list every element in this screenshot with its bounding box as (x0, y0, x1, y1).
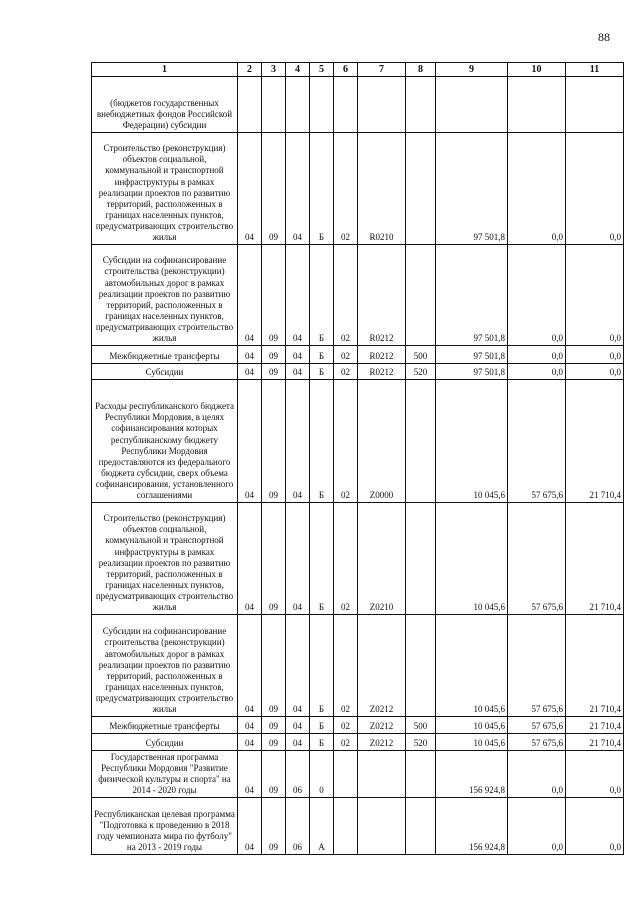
table-row (92, 133, 624, 245)
cell: 0,0 (508, 133, 566, 245)
cell: Z0212 (358, 717, 406, 734)
cell: 0,0 (566, 364, 624, 380)
cell: 156 924,8 (436, 751, 508, 798)
cell: 09 (262, 798, 286, 855)
cell: 09 (262, 346, 286, 364)
column-header: 6 (334, 63, 358, 77)
row-description: Расходы республиканского бюджета Республики Мордовия, в целях софинансирования которых республиканскому бюджету Республики Мордовия предоставляются из федерального бюджета субсидии, сверх объема софинансирования, установленного соглашениями (92, 380, 238, 503)
cell: 09 (262, 133, 286, 245)
cell: 21 710,4 (566, 717, 624, 734)
cell: 02 (334, 717, 358, 734)
cell (436, 77, 508, 133)
table-row (92, 503, 624, 615)
cell: 21 710,4 (566, 734, 624, 751)
row-description: Субсидии (92, 734, 238, 751)
cell: 0,0 (566, 751, 624, 798)
cell: 06 (286, 798, 310, 855)
cell: Б (310, 346, 334, 364)
cell: 09 (262, 380, 286, 503)
cell (406, 751, 436, 798)
cell: 04 (286, 346, 310, 364)
cell: R0212 (358, 245, 406, 346)
cell: 02 (334, 133, 358, 245)
budget-table (91, 62, 624, 855)
cell: 04 (238, 717, 262, 734)
cell: 04 (238, 380, 262, 503)
cell: 156 924,8 (436, 798, 508, 855)
cell: Б (310, 503, 334, 615)
cell: 520 (406, 734, 436, 751)
cell: 04 (286, 245, 310, 346)
cell: R0210 (358, 133, 406, 245)
column-header: 2 (238, 63, 262, 77)
table-row (92, 364, 624, 380)
cell: Б (310, 364, 334, 380)
cell: 09 (262, 245, 286, 346)
cell: 0,0 (508, 751, 566, 798)
table-row (92, 798, 624, 855)
cell (238, 77, 262, 133)
cell: 10 045,6 (436, 717, 508, 734)
cell: 04 (238, 346, 262, 364)
column-header: 1 (92, 63, 238, 77)
table-row (92, 734, 624, 751)
table-row (92, 717, 624, 734)
cell (334, 77, 358, 133)
cell: 0,0 (566, 133, 624, 245)
column-header: 8 (406, 63, 436, 77)
cell: 0,0 (508, 364, 566, 380)
cell: 02 (334, 364, 358, 380)
cell (406, 245, 436, 346)
table-row (92, 77, 624, 133)
cell: 0 (310, 751, 334, 798)
cell (286, 77, 310, 133)
cell: 97 501,8 (436, 133, 508, 245)
cell: 10 045,6 (436, 734, 508, 751)
cell: 02 (334, 615, 358, 717)
cell (406, 615, 436, 717)
cell (406, 380, 436, 503)
cell: 0,0 (508, 346, 566, 364)
table-row (92, 380, 624, 503)
cell (310, 77, 334, 133)
cell (406, 503, 436, 615)
cell: 97 501,8 (436, 364, 508, 380)
cell: 97 501,8 (436, 346, 508, 364)
table-row (92, 751, 624, 798)
cell: 0,0 (566, 245, 624, 346)
header-row (92, 63, 624, 77)
row-description: Республиканская целевая программа "Подготовка к проведению в 2018 году чемпионата мира по футболу" на 2013 - 2019 годы (92, 798, 238, 855)
cell: 09 (262, 503, 286, 615)
cell: 0,0 (508, 798, 566, 855)
cell (358, 798, 406, 855)
cell (406, 133, 436, 245)
cell: Z0212 (358, 615, 406, 717)
cell: 04 (238, 503, 262, 615)
cell: 500 (406, 346, 436, 364)
row-description: Субсидии (92, 364, 238, 380)
cell: Б (310, 245, 334, 346)
row-description: Межбюджетные трансферты (92, 346, 238, 364)
cell: 04 (286, 717, 310, 734)
cell: 04 (238, 615, 262, 717)
cell: 97 501,8 (436, 245, 508, 346)
cell: 04 (286, 615, 310, 717)
cell (262, 77, 286, 133)
column-header: 10 (508, 63, 566, 77)
cell: 57 675,6 (508, 503, 566, 615)
cell (334, 798, 358, 855)
column-header: 11 (566, 63, 624, 77)
cell: Б (310, 380, 334, 503)
column-header: 9 (436, 63, 508, 77)
row-description: Государственная программа Республики Мордовия "Развитие физической культуры и спорта" на 2014 - 2020 годы (92, 751, 238, 798)
cell: 0,0 (508, 245, 566, 346)
cell: 57 675,6 (508, 734, 566, 751)
cell: А (310, 798, 334, 855)
cell: 04 (238, 245, 262, 346)
cell: 02 (334, 245, 358, 346)
cell: 04 (238, 798, 262, 855)
row-description: (бюджетов государственных внебюджетных фондов Российской Федерации) субсидии (92, 77, 238, 133)
cell: 04 (238, 734, 262, 751)
cell: 04 (238, 751, 262, 798)
cell (566, 77, 624, 133)
cell: 10 045,6 (436, 615, 508, 717)
cell: 10 045,6 (436, 503, 508, 615)
cell: 02 (334, 734, 358, 751)
cell: 21 710,4 (566, 503, 624, 615)
cell: 02 (334, 503, 358, 615)
cell: 09 (262, 364, 286, 380)
row-description: Субсидии на софинансирование строительства (реконструкции) автомобильных дорог в рамках реализации проектов по развитию территорий, расположенных в границах населенных пунктов, предусматривающих строительство жилья (92, 245, 238, 346)
cell: 02 (334, 380, 358, 503)
cell: 04 (286, 133, 310, 245)
cell: 0,0 (566, 346, 624, 364)
table-row (92, 245, 624, 346)
cell: 04 (286, 503, 310, 615)
cell: 09 (262, 751, 286, 798)
column-header: 7 (358, 63, 406, 77)
cell: 04 (286, 380, 310, 503)
row-description: Межбюджетные трансферты (92, 717, 238, 734)
cell: 520 (406, 364, 436, 380)
cell: 09 (262, 717, 286, 734)
cell: Z0000 (358, 380, 406, 503)
cell: R0212 (358, 346, 406, 364)
row-description: Строительство (реконструкция) объектов социальной, коммунальной и транспортной инфраструктуры в рамках реализации проектов по развитию территорий, расположенных в границах населенных пунктов, предусматривающих строительство жилья (92, 133, 238, 245)
cell: Б (310, 133, 334, 245)
cell: Б (310, 734, 334, 751)
cell: Z0210 (358, 503, 406, 615)
cell: 06 (286, 751, 310, 798)
column-header: 3 (262, 63, 286, 77)
cell: 21 710,4 (566, 380, 624, 503)
column-header: 4 (286, 63, 310, 77)
cell: 09 (262, 734, 286, 751)
cell (406, 77, 436, 133)
cell: 04 (238, 133, 262, 245)
cell: Z0212 (358, 734, 406, 751)
cell (406, 798, 436, 855)
cell: 500 (406, 717, 436, 734)
cell (508, 77, 566, 133)
table-row (92, 615, 624, 717)
cell: 57 675,6 (508, 380, 566, 503)
table-row (92, 346, 624, 364)
cell: Б (310, 615, 334, 717)
cell: 02 (334, 346, 358, 364)
cell: Б (310, 717, 334, 734)
cell: 04 (286, 364, 310, 380)
cell: 57 675,6 (508, 615, 566, 717)
cell: 0,0 (566, 798, 624, 855)
page-number: 88 (598, 30, 610, 44)
cell: 21 710,4 (566, 615, 624, 717)
cell (358, 77, 406, 133)
cell: 04 (238, 364, 262, 380)
cell: 04 (286, 734, 310, 751)
column-header: 5 (310, 63, 334, 77)
cell: R0212 (358, 364, 406, 380)
row-description: Субсидии на софинансирование строительства (реконструкции) автомобильных дорог в рамках реализации проектов по развитию территорий, расположенных в границах населенных пунктов, предусматривающих строительство жилья (92, 615, 238, 717)
cell: 10 045,6 (436, 380, 508, 503)
cell (358, 751, 406, 798)
cell: 09 (262, 615, 286, 717)
row-description: Строительство (реконструкция) объектов социальной, коммунальной и транспортной инфраструктуры в рамках реализации проектов по развитию территорий, расположенных в границах населенных пунктов, предусматривающих строительство жилья (92, 503, 238, 615)
cell (334, 751, 358, 798)
cell: 57 675,6 (508, 717, 566, 734)
